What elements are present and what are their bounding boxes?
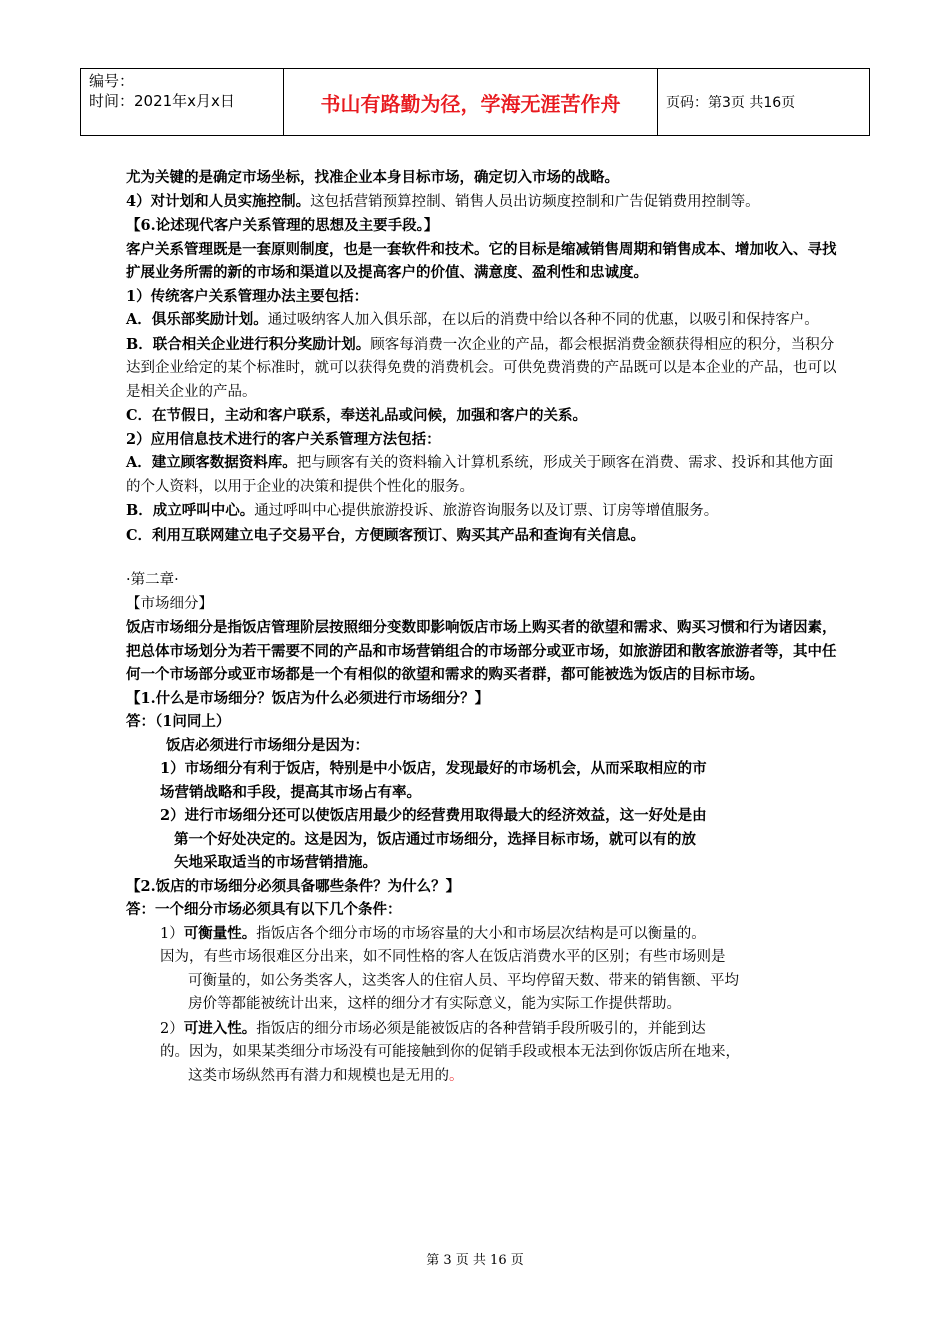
paragraph bbox=[126, 190, 842, 215]
paragraph: 场营销战略和手段，提高其市场占有率。 bbox=[160, 783, 421, 801]
paragraph: 客户关系管理既是一套原则制度，也是一套软件和技术。它的目标是缩减销售周期和销售成本、增加收入、寻找扩展业务所需的新的市场和渠道以及提高客户的价值、满意度、盈利性和忠诚度。 bbox=[126, 240, 837, 281]
paragraph: 饭店必须进行市场细分是因为： bbox=[166, 736, 369, 754]
bold-lead: B．成立呼叫中心。 bbox=[126, 502, 255, 519]
paragraph-text: 这类市场纵然再有潜力和规模也是无用的 bbox=[188, 1067, 449, 1084]
paragraph: 饭店市场细分是指饭店管理阶层按照细分变数即影响饭店市场上购买者的欲望和需求、购买习惯和行为诸因素，把总体市场划分为若干需要不同的产品和市场营销组合的市场部分或亚市场，如旅游团和散客旅游者等，其中任何一个市场部分或亚市场都是一个有相似的欲望和需求的购买者群，都可能被选为饭店的目标市场。 bbox=[126, 619, 837, 683]
subheading: 2）应用信息技术进行的客户关系管理方法包括： bbox=[126, 430, 441, 448]
bold-lead: A．俱乐部奖励计划。 bbox=[126, 311, 268, 328]
paragraph: 尤为关键的是确定市场坐标，找准企业本身目标市场，确定切入市场的战略。 bbox=[126, 169, 619, 186]
section-heading: 【市场细分】 bbox=[126, 595, 213, 612]
paragraph: 矢地采取适当的市场营销措施。 bbox=[174, 854, 377, 871]
document-body bbox=[126, 166, 842, 1088]
header-motto: 书山有路勤为径，学海无涯苦作舟 bbox=[284, 69, 658, 135]
spacer bbox=[126, 547, 842, 569]
document-time-label: 时间：2021年x月x日 bbox=[89, 92, 235, 110]
paragraph bbox=[126, 451, 842, 499]
answer-line: 答：（1问同上） bbox=[126, 713, 231, 730]
paragraph-text: 指饭店各个细分市场的市场容量的大小和市场层次结构是可以衡量的。 bbox=[256, 925, 706, 942]
paragraph-text: 顾客每消费一次企业的产品，都会根据消费金额获得相应的积分，当积分达到企业给定的某个标准时，就可以获得免费的消费机会。可供免费消费的产品既可以是本企业的产品，也可以是相关企业的产品。 bbox=[126, 336, 837, 400]
document-number-label: 编号： bbox=[89, 72, 135, 90]
subheading: 1）传统客户关系管理办法主要包括： bbox=[126, 287, 369, 305]
list-number: 2） bbox=[160, 1020, 184, 1037]
paragraph-text: 把与顾客有关的资料输入计算机系统，形成关于顾客在消费、需求、投诉和其他方面的个人资料，以用于企业的决策和提供个性化的服务。 bbox=[126, 455, 834, 495]
answer-line: 答：一个细分市场必须具有以下几个条件： bbox=[126, 901, 402, 918]
paragraph-text: 这包括营销预算控制、销售人员出访频度控制和广告促销费用控制等。 bbox=[310, 193, 760, 210]
paragraph bbox=[126, 922, 842, 947]
paragraph bbox=[126, 333, 842, 405]
page-header bbox=[80, 68, 870, 136]
paragraph: 房价等都能被统计出来，这样的细分才有实际意义，能为实际工作提供帮助。 bbox=[188, 996, 681, 1012]
bold-lead: 4）对计划和人员实施控制。 bbox=[126, 192, 311, 210]
bold-lead: 可进入性。 bbox=[183, 1019, 257, 1037]
question-heading: 【6.论述现代客户关系管理的思想及主要手段。】 bbox=[126, 217, 439, 234]
bold-lead: A．建立顾客数据资料库。 bbox=[126, 454, 297, 471]
list-number: 1） bbox=[160, 925, 184, 942]
red-period: 。 bbox=[449, 1067, 464, 1084]
paragraph bbox=[126, 1017, 842, 1042]
paragraph-text: 指饭店的细分市场必须是能被饭店的各种营销手段所吸引的，并能到达 bbox=[256, 1020, 706, 1037]
paragraph bbox=[126, 1065, 842, 1089]
paragraph: 第一个好处决定的。这是因为，饭店通过市场细分，选择目标市场，就可以有的放 bbox=[174, 830, 696, 848]
paragraph: C．利用互联网建立电子交易平台，方便顾客预订、购买其产品和查询有关信息。 bbox=[126, 526, 646, 544]
chapter-heading: ·第二章· bbox=[126, 572, 179, 588]
paragraph: 可衡量的，如公务类客人，这类客人的住宿人员、平均停留天数、带来的销售额、平均 bbox=[188, 972, 739, 989]
paragraph: 1）市场细分有利于饭店，特别是中小饭店，发现最好的市场机会，从而采取相应的市 bbox=[160, 760, 707, 777]
paragraph bbox=[126, 308, 842, 333]
paragraph-text: 通过呼叫中心提供旅游投诉、旅游咨询服务以及订票、订房等增值服务。 bbox=[254, 503, 719, 519]
question-heading: 【1.什么是市场细分？饭店为什么必须进行市场细分？】 bbox=[126, 689, 490, 707]
paragraph: C．在节假日，主动和客户联系，奉送礼品或问候，加强和客户的关系。 bbox=[126, 407, 588, 424]
paragraph: 的。因为，如果某类细分市场没有可能接触到你的促销手段或根本无法到你饭店所在地来， bbox=[160, 1044, 740, 1060]
paragraph: 2）进行市场细分还可以使饭店用最少的经营费用取得最大的经济效益，这一好处是由 bbox=[160, 807, 707, 824]
question-heading: 【2.饭店的市场细分必须具备哪些条件？为什么？】 bbox=[126, 877, 461, 895]
paragraph: 因为，有些市场很难区分出来，如不同性格的客人在饭店消费水平的区别；有些市场则是 bbox=[160, 949, 726, 965]
paragraph-text: 通过吸纳客人加入俱乐部，在以后的消费中给以各种不同的优惠，以吸引和保持客户。 bbox=[267, 312, 819, 328]
bold-lead: 可衡量性。 bbox=[183, 924, 257, 942]
page-footer: 第 3 页 共 16 页 bbox=[426, 1253, 524, 1268]
bold-lead: B．联合相关企业进行积分奖励计划。 bbox=[126, 335, 371, 353]
header-info-cell bbox=[81, 69, 284, 135]
header-page-number: 页码：第3页 共16页 bbox=[666, 95, 796, 111]
paragraph bbox=[126, 499, 842, 524]
